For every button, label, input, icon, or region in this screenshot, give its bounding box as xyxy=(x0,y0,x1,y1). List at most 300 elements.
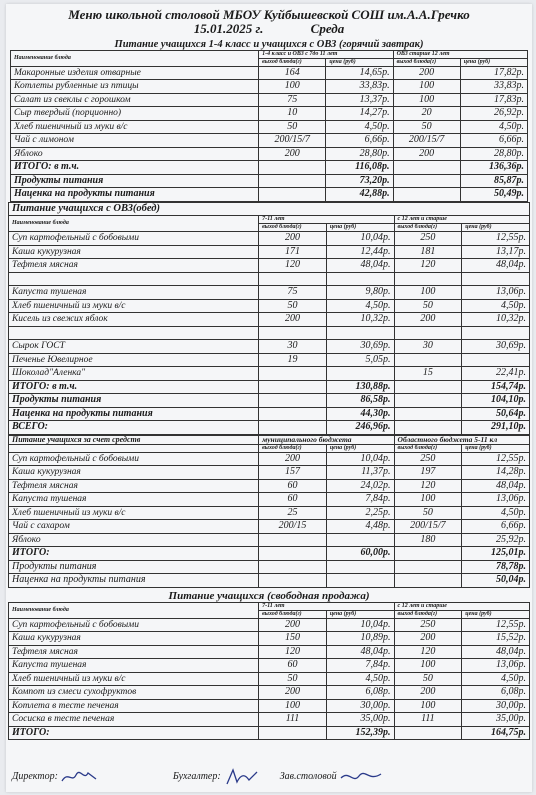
dish-weight: 111 xyxy=(394,713,462,727)
menu-row xyxy=(9,466,530,480)
table-header-row xyxy=(9,444,530,452)
dish-price: 13,06р. xyxy=(462,286,530,300)
food-label: Продукты питания xyxy=(11,174,259,188)
dish-weight: 120 xyxy=(394,479,462,493)
dish-name: Сырок ГОСТ xyxy=(9,340,259,354)
price-header: цена (руб) xyxy=(326,58,393,66)
dish-price: 30,69р. xyxy=(462,340,530,354)
dish-weight: 19 xyxy=(259,353,327,367)
dish-weight: 100 xyxy=(394,286,462,300)
food-row xyxy=(11,174,528,188)
total-label: ИТОГО: xyxy=(9,726,259,740)
price-header: цена (руб) xyxy=(462,610,530,618)
dish-price: 17,82р. xyxy=(460,66,527,80)
menu-date-line xyxy=(6,22,532,36)
total-label: ИТОГО: в т.ч. xyxy=(9,380,259,394)
weight-header: выход блюда(г) xyxy=(259,58,326,66)
dish-price: 33,83р. xyxy=(460,80,527,94)
dish-price: 28,80р. xyxy=(460,147,527,161)
price-header: цена (руб) xyxy=(460,58,527,66)
budget-rows xyxy=(9,452,530,547)
dish-weight: 75 xyxy=(259,286,327,300)
weight-header: выход блюда(г) xyxy=(394,224,462,232)
accountant-signature xyxy=(223,768,263,786)
food-price: 73,20р. xyxy=(326,174,393,188)
menu-row xyxy=(11,107,528,121)
dish-weight: 120 xyxy=(394,645,462,659)
dish-name: Чай с сахаром xyxy=(9,520,259,534)
group-header: Областного бюджета 5-11 кл xyxy=(394,435,529,444)
dish-weight: 30 xyxy=(394,340,462,354)
food-label: Продукты питания xyxy=(9,394,259,408)
dish-name: Хлеб пшеничный из муки в/с xyxy=(9,672,259,686)
dish-weight: 200 xyxy=(259,313,327,327)
dish-name: Суп картофельный с бобовыми xyxy=(9,232,259,246)
dish-price: 13,17р. xyxy=(462,245,530,259)
menu-weekday: Среда xyxy=(310,21,345,37)
dish-price: 6,08р. xyxy=(326,686,394,700)
menu-row xyxy=(9,533,530,547)
markup-price: 44,30р. xyxy=(326,407,394,421)
dish-price: 11,37р. xyxy=(326,466,394,480)
dish-price: 13,06р. xyxy=(462,659,530,673)
dish-price: 22,41р. xyxy=(462,367,530,381)
price-header: цена (руб) xyxy=(326,224,394,232)
total-row xyxy=(9,380,530,394)
section-free-sale-title: Питание учащихся (свободная продажа) xyxy=(168,589,370,602)
menu-row xyxy=(11,66,528,80)
menu-row xyxy=(9,299,530,313)
grand-total-label: ВСЕГО: xyxy=(9,421,259,435)
menu-row xyxy=(9,245,530,259)
menu-row xyxy=(9,232,530,246)
dish-weight: 50 xyxy=(259,120,326,134)
menu-row xyxy=(9,367,530,381)
director-signature xyxy=(60,769,100,785)
dish-name: Котлета в тесте печеная xyxy=(9,699,259,713)
dish-name: Суп картофельный с бобовыми xyxy=(9,452,259,466)
menu-row xyxy=(9,632,530,646)
dish-weight: 200 xyxy=(393,66,460,80)
dish-price: 48,04р. xyxy=(326,645,394,659)
dish-weight: 30 xyxy=(259,340,327,354)
dish-name: Кисель из свежих яблок xyxy=(9,313,259,327)
menu-title: Меню школьной столовой МБОУ Куйбышевской СОШ им.А.А.Гречко xyxy=(68,7,470,22)
menu-row xyxy=(9,286,530,300)
menu-row xyxy=(9,672,530,686)
dish-price: 6,66р. xyxy=(326,134,393,148)
total-price: 164,75р. xyxy=(462,726,530,740)
dish-price: 24,02р. xyxy=(326,479,394,493)
menu-row xyxy=(11,120,528,134)
dish-price: 10,04р. xyxy=(326,452,394,466)
food-price xyxy=(326,560,394,574)
menu-row xyxy=(11,80,528,94)
dish-weight: 200 xyxy=(259,686,327,700)
dish-weight: 100 xyxy=(259,699,327,713)
dish-name: Тефтеля мясная xyxy=(9,479,259,493)
table-header-row xyxy=(9,216,530,224)
lunch-rows xyxy=(9,232,530,381)
menu-row xyxy=(11,93,528,107)
dish-weight xyxy=(394,272,462,286)
canteen-head-label: Зав.столовой xyxy=(279,771,337,783)
lunch-table xyxy=(8,202,530,435)
menu-sheet xyxy=(6,4,532,792)
total-price: 125,01р. xyxy=(462,547,530,561)
dish-price: 6,66р. xyxy=(460,134,527,148)
dish-weight: 50 xyxy=(394,672,462,686)
dish-weight: 157 xyxy=(259,466,327,480)
budget-table xyxy=(8,435,530,588)
total-label: ИТОГО: xyxy=(9,547,259,561)
food-row xyxy=(9,560,530,574)
dish-price xyxy=(326,272,394,286)
section-budget-title: Питание учащихся за счет средств xyxy=(9,435,259,444)
table-header-row xyxy=(11,50,528,58)
markup-price: 50,49р. xyxy=(460,188,527,202)
dish-name: Тефтеля мясная xyxy=(9,259,259,273)
menu-row xyxy=(9,618,530,632)
menu-row xyxy=(9,479,530,493)
dish-weight: 200/15/7 xyxy=(393,134,460,148)
total-price: 136,36р. xyxy=(460,161,527,175)
food-price: 85,87р. xyxy=(460,174,527,188)
dish-price: 5,05р. xyxy=(326,353,394,367)
column-name-header: Наименование блюда xyxy=(11,50,259,66)
dish-price: 12,44р. xyxy=(326,245,394,259)
dish-weight: 50 xyxy=(259,672,327,686)
food-label: Продукты питания xyxy=(9,560,259,574)
dish-price: 48,04р. xyxy=(462,645,530,659)
dish-price: 4,50р. xyxy=(326,672,394,686)
food-row xyxy=(9,394,530,408)
section-free-sale xyxy=(8,602,530,741)
group-header: 7-11 лет xyxy=(259,602,394,610)
dish-weight: 10 xyxy=(259,107,326,121)
dish-weight: 100 xyxy=(259,80,326,94)
dish-price: 4,50р. xyxy=(462,506,530,520)
group-header: 1-4 класс и ОВЗ с 7до 11 лет xyxy=(259,50,393,58)
dish-weight: 100 xyxy=(394,659,462,673)
dish-weight: 50 xyxy=(393,120,460,134)
markup-label: Наценка на продукты питания xyxy=(11,188,259,202)
dish-weight: 200 xyxy=(394,313,462,327)
menu-row xyxy=(9,493,530,507)
price-header: цена (руб) xyxy=(326,444,394,452)
dish-name: Каша кукурузная xyxy=(9,632,259,646)
dish-price: 4,50р. xyxy=(462,672,530,686)
dish-weight xyxy=(259,367,327,381)
dish-weight: 200/15/7 xyxy=(394,520,462,534)
free-sale-rows xyxy=(9,618,530,726)
dish-weight: 200 xyxy=(259,147,326,161)
dish-price: 48,04р. xyxy=(326,259,394,273)
total-label: ИТОГО: в т.ч. xyxy=(11,161,259,175)
breakfast-table xyxy=(10,50,528,202)
dish-price: 48,04р. xyxy=(462,479,530,493)
dish-weight: 200 xyxy=(259,618,327,632)
markup-row xyxy=(11,188,528,202)
grand-total-row xyxy=(9,421,530,435)
dish-weight xyxy=(259,272,327,286)
dish-weight: 181 xyxy=(394,245,462,259)
dish-weight: 171 xyxy=(259,245,327,259)
dish-weight: 111 xyxy=(259,713,327,727)
dish-price: 48,04р. xyxy=(462,259,530,273)
canteen-signature xyxy=(339,768,383,786)
menu-row xyxy=(11,147,528,161)
dish-price xyxy=(326,533,394,547)
table-header-row xyxy=(9,602,530,610)
total-price: 154,74р. xyxy=(462,380,530,394)
section-breakfast-title: Питание учащихся 1-4 класс и учащихся с ОВЗ (горячий завтрак) xyxy=(114,38,424,50)
dish-price: 4,50р. xyxy=(462,299,530,313)
section-budget xyxy=(8,435,530,588)
weight-header: выход блюда(г) xyxy=(394,444,462,452)
weight-header: выход блюда(г) xyxy=(394,610,462,618)
dish-price: 28,80р. xyxy=(326,147,393,161)
dish-weight: 180 xyxy=(394,533,462,547)
dish-name: Яблоко xyxy=(9,533,259,547)
dish-price: 14,65р. xyxy=(326,66,393,80)
dish-weight: 120 xyxy=(259,645,327,659)
dish-price xyxy=(462,353,530,367)
markup-label: Наценка на продукты питания xyxy=(9,574,259,588)
dish-name: Котлеты рубленные из птицы xyxy=(11,80,259,94)
dish-weight: 100 xyxy=(394,699,462,713)
dish-weight: 100 xyxy=(393,80,460,94)
dish-price: 30,00р. xyxy=(326,699,394,713)
dish-weight: 15 xyxy=(394,367,462,381)
markup-label: Наценка на продукты питания xyxy=(9,407,259,421)
dish-name: Салат из свеклы с горошком xyxy=(11,93,259,107)
dish-price: 33,83р. xyxy=(326,80,393,94)
menu-row xyxy=(9,259,530,273)
dish-name: Хлеб пшеничный из муки в/с xyxy=(9,506,259,520)
dish-price xyxy=(462,326,530,340)
dish-name xyxy=(9,272,259,286)
dish-name: Капуста тушеная xyxy=(9,659,259,673)
dish-weight: 120 xyxy=(259,259,327,273)
price-header: цена (руб) xyxy=(326,610,394,618)
total-price: 116,08р. xyxy=(326,161,393,175)
dish-name: Суп картофельный с бобовыми xyxy=(9,618,259,632)
dish-name: Компот из смеси сухофруктов xyxy=(9,686,259,700)
menu-row xyxy=(11,134,528,148)
dish-price: 9,80р. xyxy=(326,286,394,300)
section-title-row xyxy=(9,202,530,216)
group-header: ОВЗ старше 12 лет xyxy=(393,50,527,58)
dish-name: Тефтеля мясная xyxy=(9,645,259,659)
dish-price: 10,04р. xyxy=(326,232,394,246)
dish-name: Капуста тушеная xyxy=(9,493,259,507)
total-price: 130,88р. xyxy=(326,380,394,394)
dish-price: 17,83р. xyxy=(460,93,527,107)
weight-header: выход блюда(г) xyxy=(393,58,460,66)
menu-row xyxy=(9,353,530,367)
grand-total-price: 246,96р. xyxy=(326,421,394,435)
menu-row xyxy=(9,313,530,327)
dish-name: Чай с лимоном xyxy=(11,134,259,148)
dish-price: 10,32р. xyxy=(462,313,530,327)
dish-price: 2,25р. xyxy=(326,506,394,520)
section-lunch xyxy=(8,202,530,435)
total-row xyxy=(9,547,530,561)
total-price: 152,39р. xyxy=(326,726,394,740)
dish-weight: 120 xyxy=(394,259,462,273)
price-header: цена (руб) xyxy=(462,224,530,232)
director-label: Директор: xyxy=(12,771,58,783)
dish-weight: 200 xyxy=(394,686,462,700)
dish-name: Каша кукурузная xyxy=(9,245,259,259)
dish-price: 35,00р. xyxy=(462,713,530,727)
dish-name: Яблоко xyxy=(11,147,259,161)
dish-name: Печенье Ювелирное xyxy=(9,353,259,367)
table-header-row xyxy=(9,435,530,444)
dish-weight: 60 xyxy=(259,479,327,493)
dish-price: 10,89р. xyxy=(326,632,394,646)
dish-name: Хлеб пшеничный из муки в/с xyxy=(11,120,259,134)
dish-price: 25,92р. xyxy=(462,533,530,547)
dish-price: 30,00р. xyxy=(462,699,530,713)
dish-name: Хлеб пшеничный из муки в/с xyxy=(9,299,259,313)
accountant-label: Бухгалтер: xyxy=(172,771,221,783)
signature-line xyxy=(12,768,522,786)
dish-price: 14,27р. xyxy=(326,107,393,121)
menu-row xyxy=(9,452,530,466)
dish-weight: 250 xyxy=(394,232,462,246)
dish-weight: 250 xyxy=(394,452,462,466)
dish-weight: 50 xyxy=(259,299,327,313)
column-name-header: Наименование блюда xyxy=(9,602,259,618)
dish-weight: 50 xyxy=(394,299,462,313)
menu-row xyxy=(9,506,530,520)
dish-weight: 164 xyxy=(259,66,326,80)
dish-weight: 200 xyxy=(393,147,460,161)
dish-weight: 150 xyxy=(259,632,327,646)
dish-price xyxy=(326,326,394,340)
total-row xyxy=(11,161,528,175)
dish-weight: 100 xyxy=(394,493,462,507)
dish-price: 4,50р. xyxy=(326,120,393,134)
menu-row xyxy=(9,686,530,700)
dish-price: 14,28р. xyxy=(462,466,530,480)
section-lunch-title: Питание учащихся с ОВЗ(обед) xyxy=(9,202,530,216)
markup-price: 50,04р. xyxy=(462,574,530,588)
weight-header: выход блюда(г) xyxy=(259,224,327,232)
menu-row xyxy=(9,340,530,354)
dish-name: Макаронные изделия отварные xyxy=(11,66,259,80)
total-row xyxy=(9,726,530,740)
dish-weight xyxy=(394,326,462,340)
menu-row xyxy=(9,272,530,286)
menu-row xyxy=(9,659,530,673)
free-sale-table xyxy=(8,602,530,741)
markup-row xyxy=(9,574,530,588)
section-breakfast xyxy=(10,50,528,202)
menu-row xyxy=(9,699,530,713)
dish-price: 7,84р. xyxy=(326,659,394,673)
dish-price: 26,92р. xyxy=(460,107,527,121)
dish-price: 35,00р. xyxy=(326,713,394,727)
dish-price: 10,04р. xyxy=(326,618,394,632)
dish-price: 13,06р. xyxy=(462,493,530,507)
dish-weight xyxy=(259,533,327,547)
group-header: 7-11 лет xyxy=(259,216,394,224)
dish-price: 12,55р. xyxy=(462,232,530,246)
dish-weight xyxy=(394,353,462,367)
dish-price: 6,66р. xyxy=(462,520,530,534)
markup-row xyxy=(9,407,530,421)
group-header: с 12 лет и старше xyxy=(394,602,529,610)
dish-weight: 75 xyxy=(259,93,326,107)
dish-name: Каша кукурузная xyxy=(9,466,259,480)
dish-weight xyxy=(259,326,327,340)
food-price: 86,58р. xyxy=(326,394,394,408)
menu-row xyxy=(9,645,530,659)
dish-weight: 200 xyxy=(394,632,462,646)
breakfast-rows xyxy=(11,66,528,161)
group-header: с 12 лет и старше xyxy=(394,216,529,224)
dish-price: 4,50р. xyxy=(326,299,394,313)
menu-row xyxy=(9,713,530,727)
dish-weight: 60 xyxy=(259,493,327,507)
dish-name: Шоколад"Аленка" xyxy=(9,367,259,381)
total-price: 60,00р. xyxy=(326,547,394,561)
price-header: цена (руб) xyxy=(462,444,530,452)
group-header: муниципального бюджета xyxy=(259,435,394,444)
dish-weight: 100 xyxy=(393,93,460,107)
dish-price: 12,55р. xyxy=(462,618,530,632)
column-name-header: Наименование блюда xyxy=(9,216,259,232)
dish-price xyxy=(462,272,530,286)
dish-weight: 200/15/7 xyxy=(259,134,326,148)
menu-row xyxy=(9,520,530,534)
food-price: 104,10р. xyxy=(462,394,530,408)
dish-name xyxy=(9,326,259,340)
dish-weight: 197 xyxy=(394,466,462,480)
dish-weight: 200/15 xyxy=(259,520,327,534)
weight-header: выход блюда(г) xyxy=(259,610,327,618)
dish-price: 4,48р. xyxy=(326,520,394,534)
dish-weight: 250 xyxy=(394,618,462,632)
grand-total-price: 291,10р. xyxy=(462,421,530,435)
dish-price: 4,50р. xyxy=(460,120,527,134)
dish-weight: 200 xyxy=(259,232,327,246)
dish-name: Капуста тушеная xyxy=(9,286,259,300)
dish-weight: 60 xyxy=(259,659,327,673)
dish-weight: 200 xyxy=(259,452,327,466)
dish-weight: 20 xyxy=(393,107,460,121)
food-price: 78,78р. xyxy=(462,560,530,574)
dish-weight: 25 xyxy=(259,506,327,520)
dish-price: 6,08р. xyxy=(462,686,530,700)
menu-row xyxy=(9,326,530,340)
dish-price: 10,32р. xyxy=(326,313,394,327)
dish-price: 12,55р. xyxy=(462,452,530,466)
dish-name: Сосиска в тесте печеная xyxy=(9,713,259,727)
markup-price xyxy=(326,574,394,588)
dish-price: 30,69р. xyxy=(326,340,394,354)
weight-header: выход блюда(г) xyxy=(259,444,327,452)
dish-weight: 50 xyxy=(394,506,462,520)
markup-price: 42,88р. xyxy=(326,188,393,202)
dish-price: 7,84р. xyxy=(326,493,394,507)
dish-price xyxy=(326,367,394,381)
menu-date: 15.01.2025 г. xyxy=(193,21,264,37)
dish-price: 13,37р. xyxy=(326,93,393,107)
